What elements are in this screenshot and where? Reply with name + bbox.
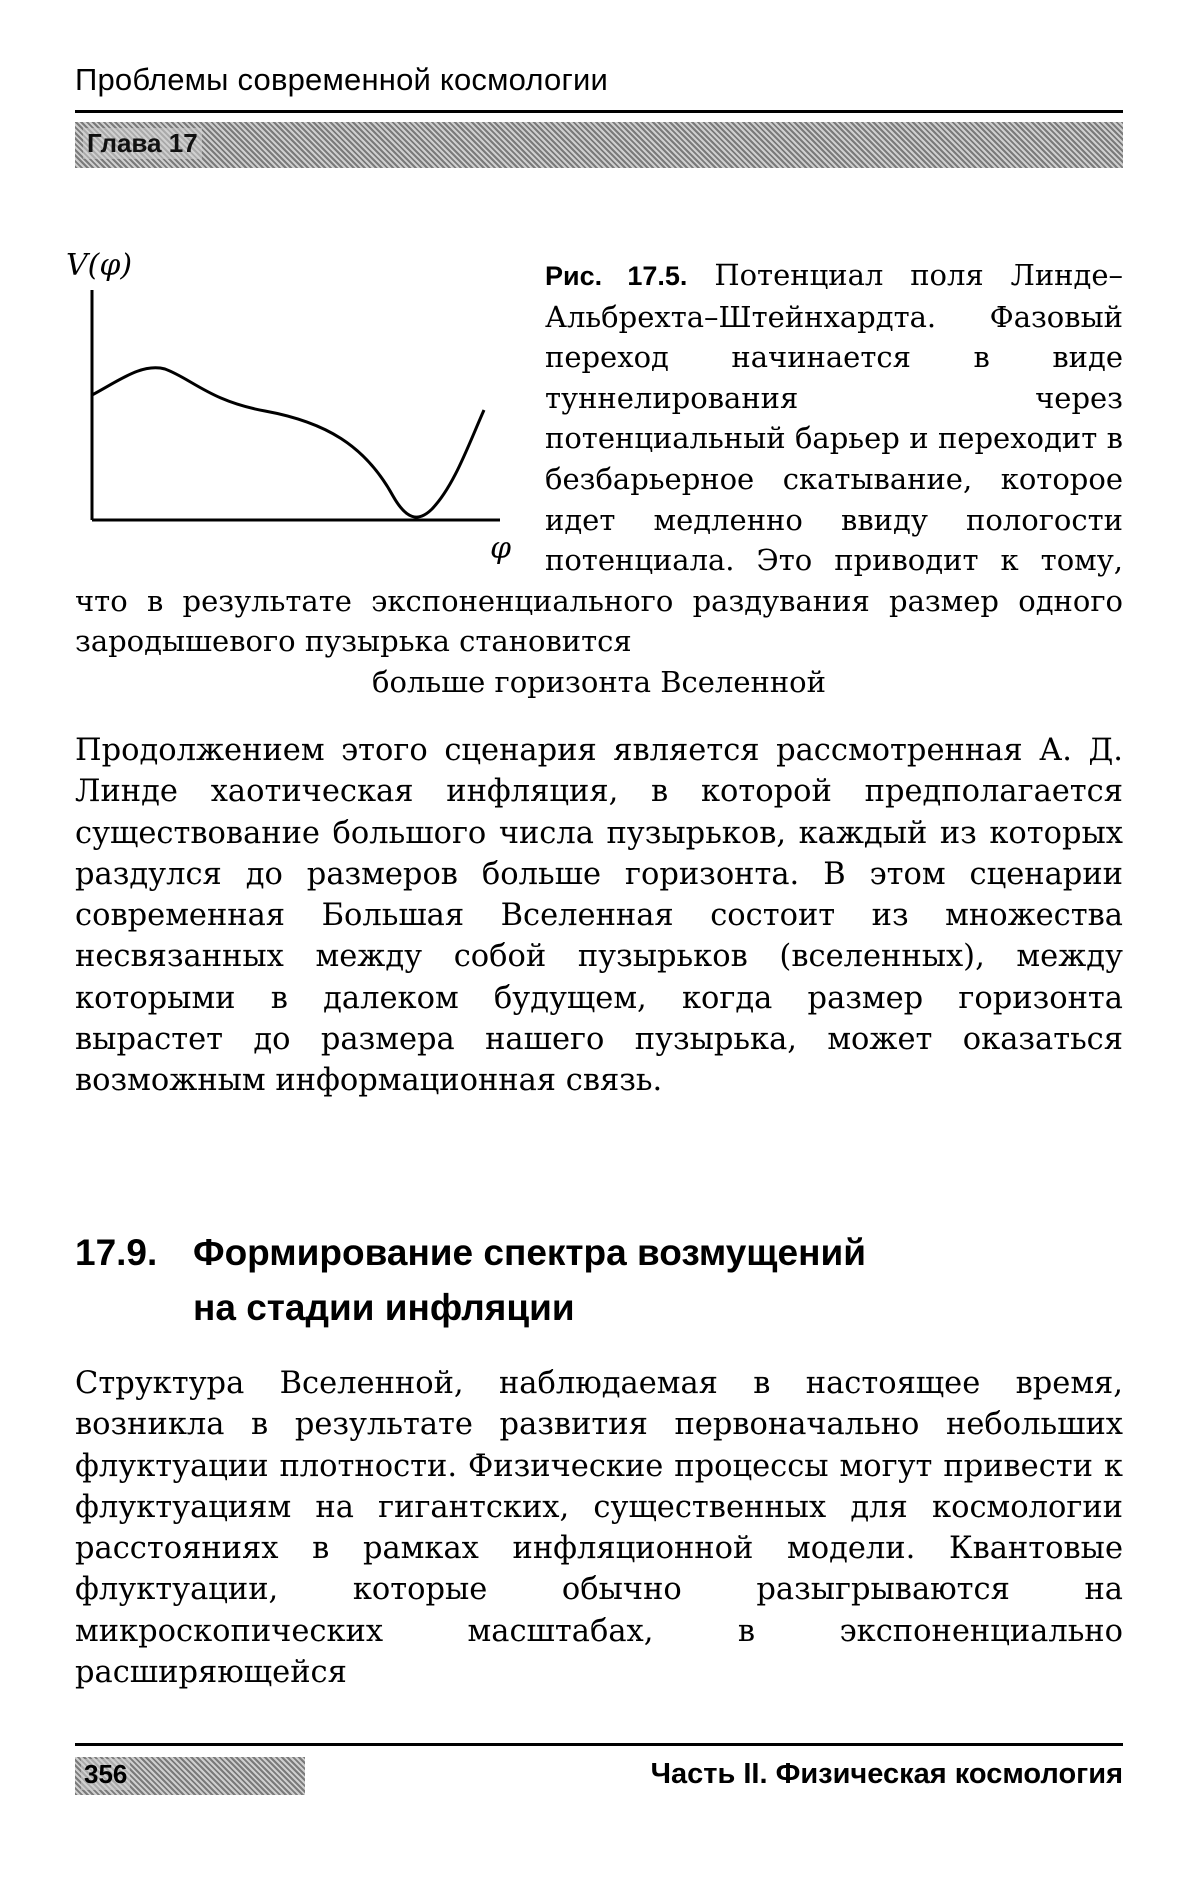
y-axis-label: V(φ) [66,248,133,283]
chapter-label: Глава 17 [83,128,202,159]
paragraph-chaotic-inflation: Продолжением этого сценария является рассмотренная А. Д. Линде хаотическая инфляция, в которой предполагается существование большого числа пузырьков, каждый из которых раздулся до размеров больше горизонта. В этом сценарии современная Большая Вселенная состоит из множества несвязанных между собой пузырьков (вселенных), между которыми в далеком будущем, когда размер горизонта вырастет до размера нашего пузырька, может оказаться возможным информационная связь. [75,733,1123,1099]
figure-caption-text: Потенциал поля Линде–Альбрехта–Штейнхардта. Фазовый переход начинается в виде туннелирования через потенциальный барьер и переходит в безбарьерное скатывание, которое идет медленно ввиду пологости потенциала. Это приводит к тому, что в результате экспоненциального раздувания размер одного зародышевого пузырька становится [75,258,1124,659]
page-number: 356 [81,1759,130,1790]
paragraph-structure: Структура Вселенной, наблюдаемая в настоящее время, возникла в результате развития первоначально небольших флуктуации плотности. Физические процессы могут привести к флуктуациям на гигантских, существенных для космологии расстояниях в рамках инфляционной модели. Квантовые флуктуации, которые обычно разыгрываются на микроскопических масштабах, в экспоненциально расширяющейся [75,1366,1123,1691]
x-axis-label: φ [490,531,512,566]
section-number: 17.9. [75,1232,158,1273]
figure-space [75,255,545,575]
part-label: Часть II. Физическая космология [650,1758,1123,1790]
figure-caption-label: Рис. 17.5. [545,261,688,291]
footer-rule [75,1743,1123,1746]
section-title-line1: Формирование спектра возмущений [193,1232,866,1273]
chapter-banner [75,122,1123,168]
figure-caption [75,255,1123,703]
running-title: Проблемы современной космологии [75,62,609,97]
figure-caption-last-line: больше горизонта Вселенной [372,664,826,699]
section-title-line2: на стадии инфляции [193,1287,575,1328]
section-heading [75,1225,1123,1335]
header-rule [75,110,1123,113]
page-number-banner [75,1757,305,1795]
